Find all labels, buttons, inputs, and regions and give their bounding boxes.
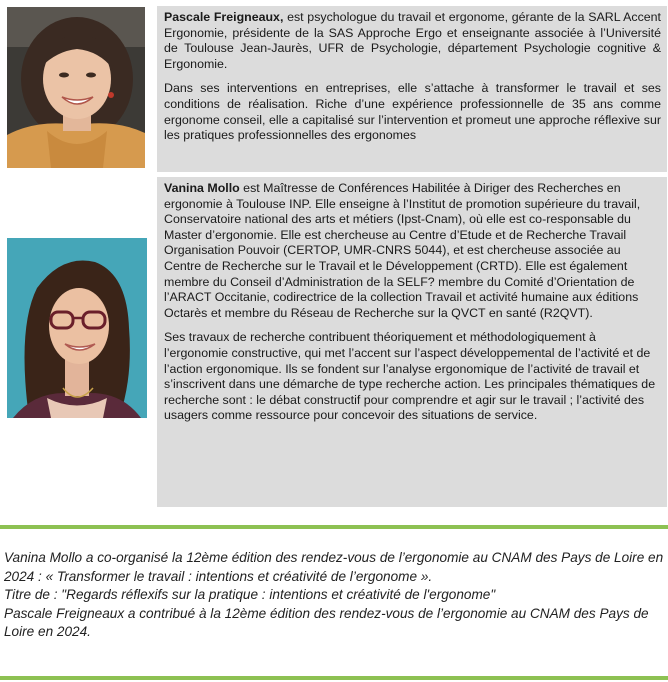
bio-paragraph-1 bbox=[164, 181, 661, 321]
note-line-3: Pascale Freigneaux a contribué à la 12ème édition des rendez-vous de l’ergonomie au CNAM des Pays de Loire en 2024. bbox=[4, 605, 649, 640]
bio-pascale-freigneaux bbox=[157, 6, 667, 172]
bio-paragraph-2: Ses travaux de recherche contribuent théoriquement et méthodologiquement à l’ergonomie constructive, qui met l’accent sur l’aspect développemental de l’activité et de l’action ergonomique. Ils se fondent sur l’analyse ergonomique de l’activité de travail et s’inscrivent dans une démarche de type recherche action. Les principales thématiques de recherche sont : le débat constructif pour comprendre et agir sur le travail ; l’activité des usagers comme ressource pour concevoir des situations de service. bbox=[164, 330, 656, 423]
person-name: Pascale Freigneaux, bbox=[164, 10, 284, 24]
divider-bottom bbox=[0, 676, 668, 680]
person-name: Vanina Mollo bbox=[164, 181, 240, 195]
bio-paragraph-1 bbox=[164, 10, 661, 72]
bio-text: est psychologue du travail et ergonome, gérante de la SARL Accent Ergonomie, présidente de la SAS Approche Ergo et enseignante associée à l’Université de Toulouse Jean-Jaurès, UFR de Psychologie, département Psychologie cognitive & Ergonomie. bbox=[164, 10, 662, 71]
bio-vanina-mollo bbox=[157, 177, 667, 507]
portrait-vanina-mollo bbox=[7, 238, 147, 418]
note-line-1: Vanina Mollo a co-organisé la 12ème édition des rendez-vous de l’ergonomie au CNAM des Pays de Loire en 2024 : « Transformer le travail : intentions et créativité de l’ergonome ». bbox=[4, 550, 664, 584]
bio-paragraph-2: Dans ses interventions en entreprises, elle s’attache à transformer le travail et ses conditions de réalisation. Riche d’une expérience professionnelle de 35 ans comme ergonome conseil, elle a capitalisé sur l’intervention et promeut une approche réflexive sur les pratiques professionnelles des ergonomes bbox=[164, 81, 661, 143]
portrait-pascale-freigneaux bbox=[7, 7, 145, 168]
bio-text: est Maîtresse de Conférences Habilitée à Diriger des Recherches en ergonomie à Toulouse INP. Elle enseigne à l’Institut de promotion supérieure du travail, Conservatoire national des arts et métiers (Ipst-Cnam), où elle est co-responsable du Master d’ergonomie. Elle est chercheuse au Centre d’Etude et de Recherche Travail Organisation Pouvoir (CERTOP, UMR-CNRS 5044), et est chercheuse associée au Centre de Recherche sur le Travail et le Développement (CRTD). Elle est également membre du Conseil d’Administration de la SELF? membre du Comité d’Orientation de l’ARACT Occitanie, codirectrice de la collection Travail et activité humaine aux éditions Octarès et membre du Réseau de Recherche sur la QVCT en santé (R2QVT). bbox=[164, 181, 641, 320]
divider-top bbox=[0, 525, 668, 529]
note-line-2: Titre de : "Regards réflexifs sur la pratique : intentions et créativité de l'ergonome" bbox=[4, 587, 496, 603]
event-note bbox=[4, 549, 664, 642]
